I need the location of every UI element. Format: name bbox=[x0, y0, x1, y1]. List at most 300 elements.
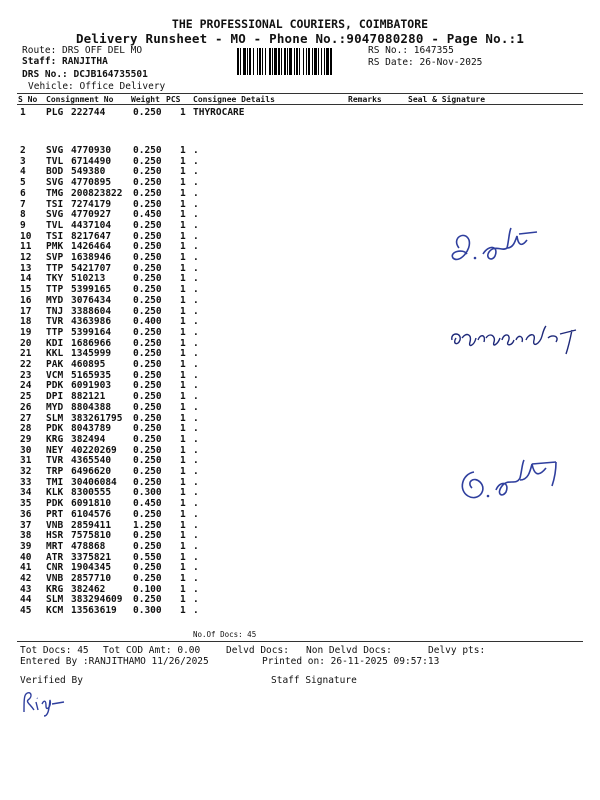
rs-date: RS Date: 26-Nov-2025 bbox=[368, 57, 483, 68]
row-route-code: TVL bbox=[46, 155, 64, 167]
row-consignment-number: 6104576 bbox=[71, 508, 112, 520]
row-pcs: 1 bbox=[180, 455, 186, 467]
row-sno: 11 bbox=[20, 241, 32, 253]
table-row bbox=[0, 146, 600, 157]
row-consignee: . bbox=[193, 177, 199, 189]
col-seal-signature: Seal & Signature bbox=[408, 95, 486, 104]
row-sno: 6 bbox=[20, 187, 26, 199]
row-sno: 45 bbox=[20, 605, 32, 617]
row-sno: 9 bbox=[20, 219, 26, 231]
verified-by: Verified By bbox=[20, 675, 83, 686]
row-pcs: 1 bbox=[180, 252, 186, 263]
row-sno: 12 bbox=[20, 252, 32, 263]
barcode-bar bbox=[289, 48, 292, 75]
row-consignee: . bbox=[193, 294, 199, 306]
row-weight: 0.250 bbox=[133, 326, 162, 338]
row-pcs: 1 bbox=[180, 316, 186, 328]
row-weight: 0.250 bbox=[133, 433, 162, 445]
col-remarks: Remarks bbox=[348, 95, 382, 104]
vehicle-label: Vehicle: Office Delivery bbox=[28, 81, 166, 92]
row-pcs: 1 bbox=[180, 519, 186, 531]
verified-by-signature bbox=[18, 688, 68, 718]
row-sno: 42 bbox=[20, 573, 32, 584]
row-sno: 14 bbox=[20, 273, 32, 285]
row-consignee: . bbox=[193, 487, 199, 499]
barcode-bar bbox=[321, 48, 322, 75]
table-row bbox=[0, 189, 600, 200]
row-consignee: . bbox=[193, 219, 199, 231]
row-route-code: PMK bbox=[46, 241, 64, 253]
row-consignee: . bbox=[193, 455, 199, 467]
row-weight: 0.250 bbox=[133, 444, 162, 456]
row-weight: 0.450 bbox=[133, 498, 162, 510]
row-consignee: . bbox=[193, 284, 199, 296]
row-sno: 10 bbox=[20, 230, 32, 242]
row-weight: 1.250 bbox=[133, 519, 162, 531]
row-pcs: 1 bbox=[180, 305, 186, 317]
row-weight: 0.250 bbox=[133, 107, 162, 118]
row-pcs: 1 bbox=[180, 391, 186, 403]
row-route-code: TVR bbox=[46, 316, 64, 328]
barcode-bar bbox=[324, 48, 325, 75]
table-row bbox=[0, 435, 600, 446]
row-pcs: 1 bbox=[180, 209, 186, 221]
row-sno: 41 bbox=[20, 562, 32, 574]
row-pcs: 1 bbox=[180, 230, 186, 242]
row-route-code: VNB bbox=[46, 573, 64, 584]
delvd-docs: Delvd Docs: bbox=[226, 645, 289, 656]
row-pcs: 1 bbox=[180, 187, 186, 199]
col-consignment: Consignment No bbox=[46, 95, 114, 104]
row-sno: 24 bbox=[20, 380, 32, 392]
row-pcs: 1 bbox=[180, 540, 186, 552]
row-consignee: . bbox=[193, 316, 199, 328]
row-route-code: SVG bbox=[46, 177, 64, 189]
barcode-bar bbox=[274, 48, 277, 75]
no-of-docs: No.Of Docs: 45 bbox=[193, 630, 257, 639]
row-pcs: 1 bbox=[180, 326, 186, 338]
row-sno: 3 bbox=[20, 155, 26, 167]
row-weight: 0.250 bbox=[133, 262, 162, 274]
row-weight: 0.250 bbox=[133, 273, 162, 285]
row-sno: 33 bbox=[20, 476, 32, 488]
row-consignment-number: 6091810 bbox=[71, 498, 112, 510]
row-sno: 32 bbox=[20, 466, 32, 477]
barcode-bar bbox=[326, 48, 329, 75]
row-weight: 0.250 bbox=[133, 294, 162, 306]
table-row bbox=[0, 574, 600, 585]
row-route-code: TSI bbox=[46, 230, 64, 242]
barcode-bar bbox=[294, 48, 295, 75]
row-route-code: KRG bbox=[46, 583, 64, 595]
row-route-code: PRT bbox=[46, 508, 64, 520]
row-weight: 0.400 bbox=[133, 316, 162, 328]
row-pcs: 1 bbox=[180, 476, 186, 488]
row-route-code: PLG bbox=[46, 107, 64, 118]
row-consignment-number: 1638946 bbox=[71, 252, 112, 263]
row-consignee: . bbox=[193, 401, 199, 413]
row-pcs: 1 bbox=[180, 605, 186, 617]
row-route-code: TTP bbox=[46, 284, 64, 296]
row-route-code: KKL bbox=[46, 348, 64, 360]
row-consignee: . bbox=[193, 262, 199, 274]
row-consignee: . bbox=[193, 198, 199, 210]
row-consignee: . bbox=[193, 230, 199, 242]
row-weight: 0.250 bbox=[133, 198, 162, 210]
row-route-code: TTP bbox=[46, 326, 64, 338]
row-weight: 0.250 bbox=[133, 466, 162, 477]
barcode-bar bbox=[269, 48, 271, 75]
row-consignee: . bbox=[193, 305, 199, 317]
row-pcs: 1 bbox=[180, 155, 186, 167]
barcode-bar bbox=[312, 48, 313, 75]
row-consignment-number: 5165935 bbox=[71, 369, 112, 381]
row-route-code: PDK bbox=[46, 380, 64, 392]
row-consignee: . bbox=[193, 605, 199, 617]
row-consignee: . bbox=[193, 380, 199, 392]
barcode-bar bbox=[278, 48, 280, 75]
row-consignee: . bbox=[193, 476, 199, 488]
row-sno: 5 bbox=[20, 177, 26, 189]
row-consignment-number: 4437104 bbox=[71, 219, 112, 231]
barcode-bar bbox=[330, 48, 332, 75]
row-pcs: 1 bbox=[180, 337, 186, 349]
row-consignee: . bbox=[193, 540, 199, 552]
row-consignee: . bbox=[193, 573, 199, 584]
row-route-code: ATR bbox=[46, 551, 64, 563]
row-pcs: 1 bbox=[180, 348, 186, 360]
row-sno: 31 bbox=[20, 455, 32, 467]
row-consignee: . bbox=[193, 519, 199, 531]
row-weight: 0.300 bbox=[133, 487, 162, 499]
row-weight: 0.100 bbox=[133, 583, 162, 595]
row-weight: 0.250 bbox=[133, 337, 162, 349]
row-consignee: THYROCARE bbox=[193, 107, 245, 118]
row-sno: 39 bbox=[20, 540, 32, 552]
row-pcs: 1 bbox=[180, 423, 186, 435]
row-consignment-number: 6496620 bbox=[71, 466, 112, 477]
row-consignment-number: 4363986 bbox=[71, 316, 112, 328]
row-pcs: 1 bbox=[180, 380, 186, 392]
row-consignee: . bbox=[193, 187, 199, 199]
row-consignment-number: 2857710 bbox=[71, 573, 112, 584]
entered-by: Entered By :RANJITHAMO 11/26/2025 bbox=[20, 656, 209, 667]
row-consignment-number: 2859411 bbox=[71, 519, 112, 531]
row-consignment-number: 1904345 bbox=[71, 562, 112, 574]
row-weight: 0.250 bbox=[133, 476, 162, 488]
row-route-code: KDI bbox=[46, 337, 64, 349]
barcode-bar bbox=[296, 48, 298, 75]
staff-signature: Staff Signature bbox=[271, 675, 357, 686]
row-consignee: . bbox=[193, 412, 199, 424]
row-consignment-number: 8300555 bbox=[71, 487, 112, 499]
col-consignee: Consignee Details bbox=[193, 95, 275, 104]
tot-docs: Tot Docs: 45 bbox=[20, 645, 89, 656]
handwritten-signature-1 bbox=[445, 218, 555, 273]
row-consignee: . bbox=[193, 530, 199, 542]
row-pcs: 1 bbox=[180, 107, 186, 118]
barcode-bar bbox=[243, 48, 246, 75]
barcode-bar bbox=[257, 48, 258, 75]
row-sno: 36 bbox=[20, 508, 32, 520]
row-sno: 16 bbox=[20, 294, 32, 306]
row-pcs: 1 bbox=[180, 219, 186, 231]
row-sno: 25 bbox=[20, 391, 32, 403]
row-route-code: TKY bbox=[46, 273, 64, 285]
barcode-bar bbox=[318, 48, 319, 75]
row-consignee: . bbox=[193, 562, 199, 574]
row-consignment-number: 4770927 bbox=[71, 209, 112, 221]
row-consignment-number: 1426464 bbox=[71, 241, 112, 253]
route-label: Route: DRS OFF DEL MO bbox=[22, 45, 143, 56]
barcode-bar bbox=[281, 48, 282, 75]
row-pcs: 1 bbox=[180, 198, 186, 210]
row-pcs: 1 bbox=[180, 530, 186, 542]
row-weight: 0.250 bbox=[133, 573, 162, 584]
row-route-code: MRT bbox=[46, 540, 64, 552]
tot-cod-amt: Tot COD Amt: 0.00 bbox=[103, 645, 201, 656]
row-pcs: 1 bbox=[180, 508, 186, 520]
row-route-code: TVL bbox=[46, 219, 64, 231]
row-route-code: KCM bbox=[46, 605, 64, 617]
row-sno: 26 bbox=[20, 401, 32, 413]
row-route-code: SVP bbox=[46, 252, 64, 263]
row-consignment-number: 30406084 bbox=[71, 476, 117, 488]
row-consignment-number: 382494 bbox=[71, 433, 106, 445]
row-consignee: . bbox=[193, 145, 199, 156]
runsheet-subtitle: Delivery Runsheet - MO - Phone No.:9047080280 - Page No.:1 bbox=[75, 31, 525, 46]
row-consignee: . bbox=[193, 337, 199, 349]
row-weight: 0.250 bbox=[133, 252, 162, 263]
row-sno: 23 bbox=[20, 369, 32, 381]
row-route-code: TMI bbox=[46, 476, 64, 488]
row-weight: 0.250 bbox=[133, 166, 162, 178]
barcode-bar bbox=[253, 48, 254, 75]
row-consignee: . bbox=[193, 466, 199, 477]
row-sno: 20 bbox=[20, 337, 32, 349]
row-consignee: . bbox=[193, 273, 199, 285]
row-consignment-number: 510213 bbox=[71, 273, 106, 285]
row-weight: 0.250 bbox=[133, 369, 162, 381]
row-route-code: TSI bbox=[46, 198, 64, 210]
row-consignee: . bbox=[193, 444, 199, 456]
row-consignment-number: 40220269 bbox=[71, 444, 117, 456]
row-weight: 0.250 bbox=[133, 562, 162, 574]
row-consignment-number: 1345999 bbox=[71, 348, 112, 360]
row-consignee: . bbox=[193, 369, 199, 381]
row-pcs: 1 bbox=[180, 594, 186, 606]
row-consignee: . bbox=[193, 359, 199, 370]
row-weight: 0.250 bbox=[133, 423, 162, 435]
row-consignment-number: 6714490 bbox=[71, 155, 112, 167]
col-pcs: PCS bbox=[166, 95, 181, 104]
row-pcs: 1 bbox=[180, 262, 186, 274]
row-weight: 0.450 bbox=[133, 209, 162, 221]
row-route-code: TNJ bbox=[46, 305, 64, 317]
row-weight: 0.250 bbox=[133, 391, 162, 403]
drs-number: DRS No.: DCJB164735501 bbox=[22, 69, 148, 80]
row-consignment-number: 4770930 bbox=[71, 145, 112, 156]
row-route-code: TTP bbox=[46, 262, 64, 274]
row-route-code: PDK bbox=[46, 423, 64, 435]
row-pcs: 1 bbox=[180, 369, 186, 381]
row-consignment-number: 3076434 bbox=[71, 294, 112, 306]
row-weight: 0.250 bbox=[133, 145, 162, 156]
table-row bbox=[0, 606, 600, 617]
row-route-code: VNB bbox=[46, 519, 64, 531]
row-weight: 0.250 bbox=[133, 230, 162, 242]
row-weight: 0.250 bbox=[133, 359, 162, 370]
row-weight: 0.300 bbox=[133, 605, 162, 617]
row-consignment-number: 3375821 bbox=[71, 551, 112, 563]
row-sno: 44 bbox=[20, 594, 32, 606]
row-weight: 0.250 bbox=[133, 284, 162, 296]
barcode-bar bbox=[306, 48, 307, 75]
row-sno: 1 bbox=[20, 107, 26, 118]
col-weight: Weight bbox=[131, 95, 160, 104]
handwritten-note bbox=[448, 318, 588, 358]
row-sno: 35 bbox=[20, 498, 32, 510]
row-route-code: HSR bbox=[46, 530, 64, 542]
row-consignment-number: 4770895 bbox=[71, 177, 112, 189]
footer-rule bbox=[17, 641, 583, 642]
row-sno: 30 bbox=[20, 444, 32, 456]
row-consignee: . bbox=[193, 551, 199, 563]
row-route-code: TRP bbox=[46, 466, 64, 477]
row-weight: 0.250 bbox=[133, 305, 162, 317]
row-route-code: MYD bbox=[46, 401, 64, 413]
table-row bbox=[0, 542, 600, 553]
row-pcs: 1 bbox=[180, 166, 186, 178]
col-sno: S No bbox=[18, 95, 38, 104]
row-sno: 34 bbox=[20, 487, 32, 499]
row-sno: 28 bbox=[20, 423, 32, 435]
row-consignment-number: 383294609 bbox=[71, 594, 123, 606]
row-sno: 2 bbox=[20, 145, 26, 156]
barcode-bar bbox=[265, 48, 266, 75]
row-pcs: 1 bbox=[180, 241, 186, 253]
row-weight: 0.250 bbox=[133, 540, 162, 552]
row-consignment-number: 882121 bbox=[71, 391, 106, 403]
row-consignment-number: 7274179 bbox=[71, 198, 112, 210]
row-route-code: TVR bbox=[46, 455, 64, 467]
barcode-bar bbox=[262, 48, 263, 75]
row-pcs: 1 bbox=[180, 551, 186, 563]
row-sno: 4 bbox=[20, 166, 26, 178]
row-consignee: . bbox=[193, 508, 199, 520]
row-weight: 0.250 bbox=[133, 380, 162, 392]
row-weight: 0.250 bbox=[133, 508, 162, 520]
row-consignment-number: 383261795 bbox=[71, 412, 123, 424]
row-consignment-number: 460895 bbox=[71, 359, 106, 370]
row-consignment-number: 3388604 bbox=[71, 305, 112, 317]
table-row bbox=[0, 296, 600, 307]
row-consignment-number: 200823822 bbox=[71, 187, 123, 199]
row-consignee: . bbox=[193, 348, 199, 360]
row-pcs: 1 bbox=[180, 444, 186, 456]
row-consignment-number: 5399165 bbox=[71, 284, 112, 296]
row-route-code: DPI bbox=[46, 391, 64, 403]
non-delvd-docs: Non Delvd Docs: bbox=[306, 645, 392, 656]
row-consignee: . bbox=[193, 252, 199, 263]
barcode-bar bbox=[314, 48, 317, 75]
row-weight: 0.250 bbox=[133, 219, 162, 231]
barcode-bar bbox=[284, 48, 286, 75]
row-sno: 17 bbox=[20, 305, 32, 317]
row-route-code: PDK bbox=[46, 498, 64, 510]
row-consignment-number: 382462 bbox=[71, 583, 106, 595]
barcode-bar bbox=[237, 48, 239, 75]
row-pcs: 1 bbox=[180, 401, 186, 413]
row-pcs: 1 bbox=[180, 583, 186, 595]
row-consignee: . bbox=[193, 209, 199, 221]
row-consignee: . bbox=[193, 498, 199, 510]
row-sno: 27 bbox=[20, 412, 32, 424]
row-consignment-number: 8043789 bbox=[71, 423, 112, 435]
row-sno: 19 bbox=[20, 326, 32, 338]
row-consignment-number: 1686966 bbox=[71, 337, 112, 349]
row-sno: 40 bbox=[20, 551, 32, 563]
row-route-code: VCM bbox=[46, 369, 64, 381]
row-pcs: 1 bbox=[180, 562, 186, 574]
row-consignee: . bbox=[193, 423, 199, 435]
row-consignment-number: 5421707 bbox=[71, 262, 112, 274]
row-route-code: PAK bbox=[46, 359, 64, 370]
row-pcs: 1 bbox=[180, 145, 186, 156]
barcode-bar bbox=[287, 48, 288, 75]
row-consignee: . bbox=[193, 594, 199, 606]
row-route-code: KLK bbox=[46, 487, 64, 499]
row-pcs: 1 bbox=[180, 573, 186, 584]
handwritten-signature-2 bbox=[452, 450, 572, 510]
table-row bbox=[0, 510, 600, 521]
delvy-pts: Delvy pts: bbox=[428, 645, 486, 656]
row-consignee: . bbox=[193, 166, 199, 178]
row-route-code: SVG bbox=[46, 209, 64, 221]
barcode-bar bbox=[249, 48, 251, 75]
row-weight: 0.250 bbox=[133, 530, 162, 542]
barcode-bar bbox=[308, 48, 310, 75]
row-weight: 0.250 bbox=[133, 401, 162, 413]
barcode-bar bbox=[299, 48, 300, 75]
row-weight: 0.250 bbox=[133, 187, 162, 199]
row-consignee: . bbox=[193, 583, 199, 595]
barcode-bar bbox=[272, 48, 273, 75]
row-weight: 0.250 bbox=[133, 455, 162, 467]
row-sno: 15 bbox=[20, 284, 32, 296]
row-route-code: CNR bbox=[46, 562, 64, 574]
row-pcs: 1 bbox=[180, 177, 186, 189]
row-pcs: 1 bbox=[180, 498, 186, 510]
row-sno: 43 bbox=[20, 583, 32, 595]
row-sno: 38 bbox=[20, 530, 32, 542]
row-route-code: KRG bbox=[46, 433, 64, 445]
row-pcs: 1 bbox=[180, 412, 186, 424]
row-consignment-number: 5399164 bbox=[71, 326, 112, 338]
barcode-bar bbox=[240, 48, 241, 75]
row-consignment-number: 549380 bbox=[71, 166, 106, 178]
row-consignment-number: 8804388 bbox=[71, 401, 112, 413]
row-route-code: NEY bbox=[46, 444, 64, 456]
row-route-code: BOD bbox=[46, 166, 64, 178]
row-sno: 37 bbox=[20, 519, 32, 531]
rs-number: RS No.: 1647355 bbox=[368, 45, 454, 56]
row-weight: 0.250 bbox=[133, 412, 162, 424]
row-route-code: SLM bbox=[46, 594, 64, 606]
row-pcs: 1 bbox=[180, 433, 186, 445]
row-consignment-number: 478868 bbox=[71, 540, 106, 552]
barcode-bar bbox=[259, 48, 261, 75]
